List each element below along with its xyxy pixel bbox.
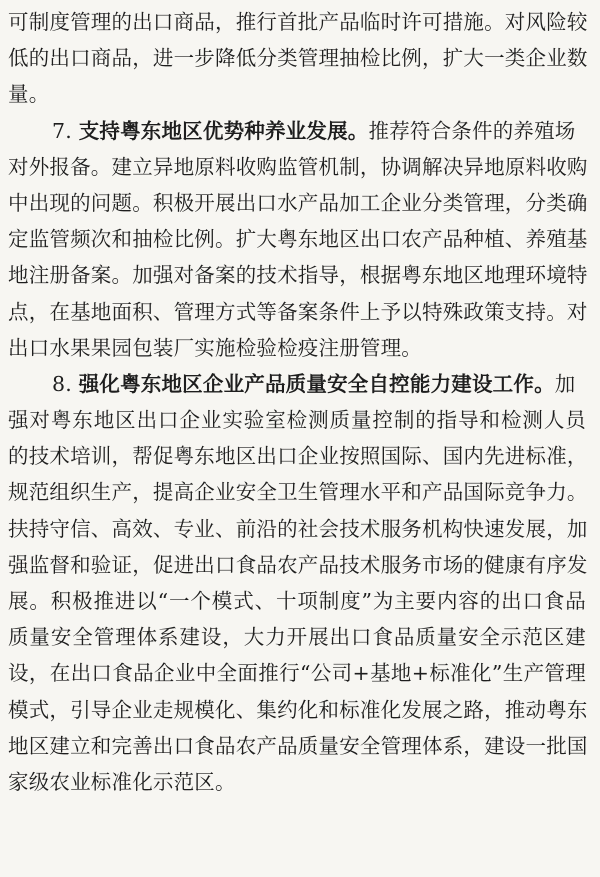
text-line: 强监督和验证，促进出口食品农产品技术服务市场的健康有序发 <box>8 552 588 577</box>
section-7-number: 7. <box>52 118 79 143</box>
text-line: 强对粤东地区出口企业实验室检测质量控制的指导和检测人员 <box>8 408 586 433</box>
text-line: 定监管频次和抽检比例。扩大粤东地区出口农产品种植、养殖基 <box>8 227 588 252</box>
text-line: 中出现的问题。积极开展出口水产品加工企业分类管理，分类确 <box>8 190 588 215</box>
section-8-number: 8. <box>52 371 79 396</box>
text-line: 扶持守信、高效、专业、前沿的社会技术服务机构快速发展，加 <box>8 516 588 541</box>
text-line: 家级农业标准化示范区。 <box>8 769 236 794</box>
text-line: 可制度管理的出口商品，推行首批产品临时许可措施。对风险较 <box>8 10 588 34</box>
text-line: 模式，引导企业走规模化、集约化和标准化发展之路，推动粤东 <box>8 697 588 722</box>
text-line: 地注册备案。加强对备案的技术指导，根据粤东地区地理环境特 <box>8 263 588 288</box>
text-line: 展。积极推进以“一个模式、十项制度”为主要内容的出口食品 <box>8 589 586 613</box>
text-line: 规范组织生产，提高企业安全卫生管理水平和产品国际竞争力。 <box>8 480 588 505</box>
text-line: 量。 <box>8 82 50 107</box>
text-line: 地区建立和完善出口食品农产品质量安全管理体系，建设一批国 <box>8 733 588 758</box>
text-line: 出口水果果园包装厂实施检验检疫注册管理。 <box>8 335 422 360</box>
text-line: 设，在出口食品企业中全面推行“公司+基地+标准化”生产管理 <box>8 661 586 686</box>
text-line: 对外报备。建立异地原料收购监管机制，协调解决异地原料收购 <box>8 154 588 179</box>
text-line: 低的出口商品，进一步降低分类管理抽检比例，扩大一类企业数 <box>8 46 588 71</box>
text-line: 质量安全管理体系建设，大力开展出口食品质量安全示范区建 <box>8 625 586 650</box>
text-line: 推荐符合条件的养殖场 <box>368 118 576 143</box>
section-7-paragraph <box>8 113 586 366</box>
section-8-title: 强化粤东地区企业产品质量安全自控能力建设工作。 <box>78 371 555 396</box>
text-line: 的技术培训，帮促粤东地区出口企业按照国际、国内先进标准， <box>8 444 588 469</box>
text-line: 点，在基地面积、管理方式等备案条件上予以特殊政策支持。对 <box>8 299 588 324</box>
section-8-heading-line <box>8 366 586 402</box>
text-line: 加 <box>554 371 576 396</box>
section-7-heading-line <box>8 113 586 149</box>
section-8-paragraph <box>8 366 586 800</box>
section-7-title: 支持粤东地区优势种养业发展。 <box>78 118 369 143</box>
intro-paragraph <box>8 4 586 113</box>
